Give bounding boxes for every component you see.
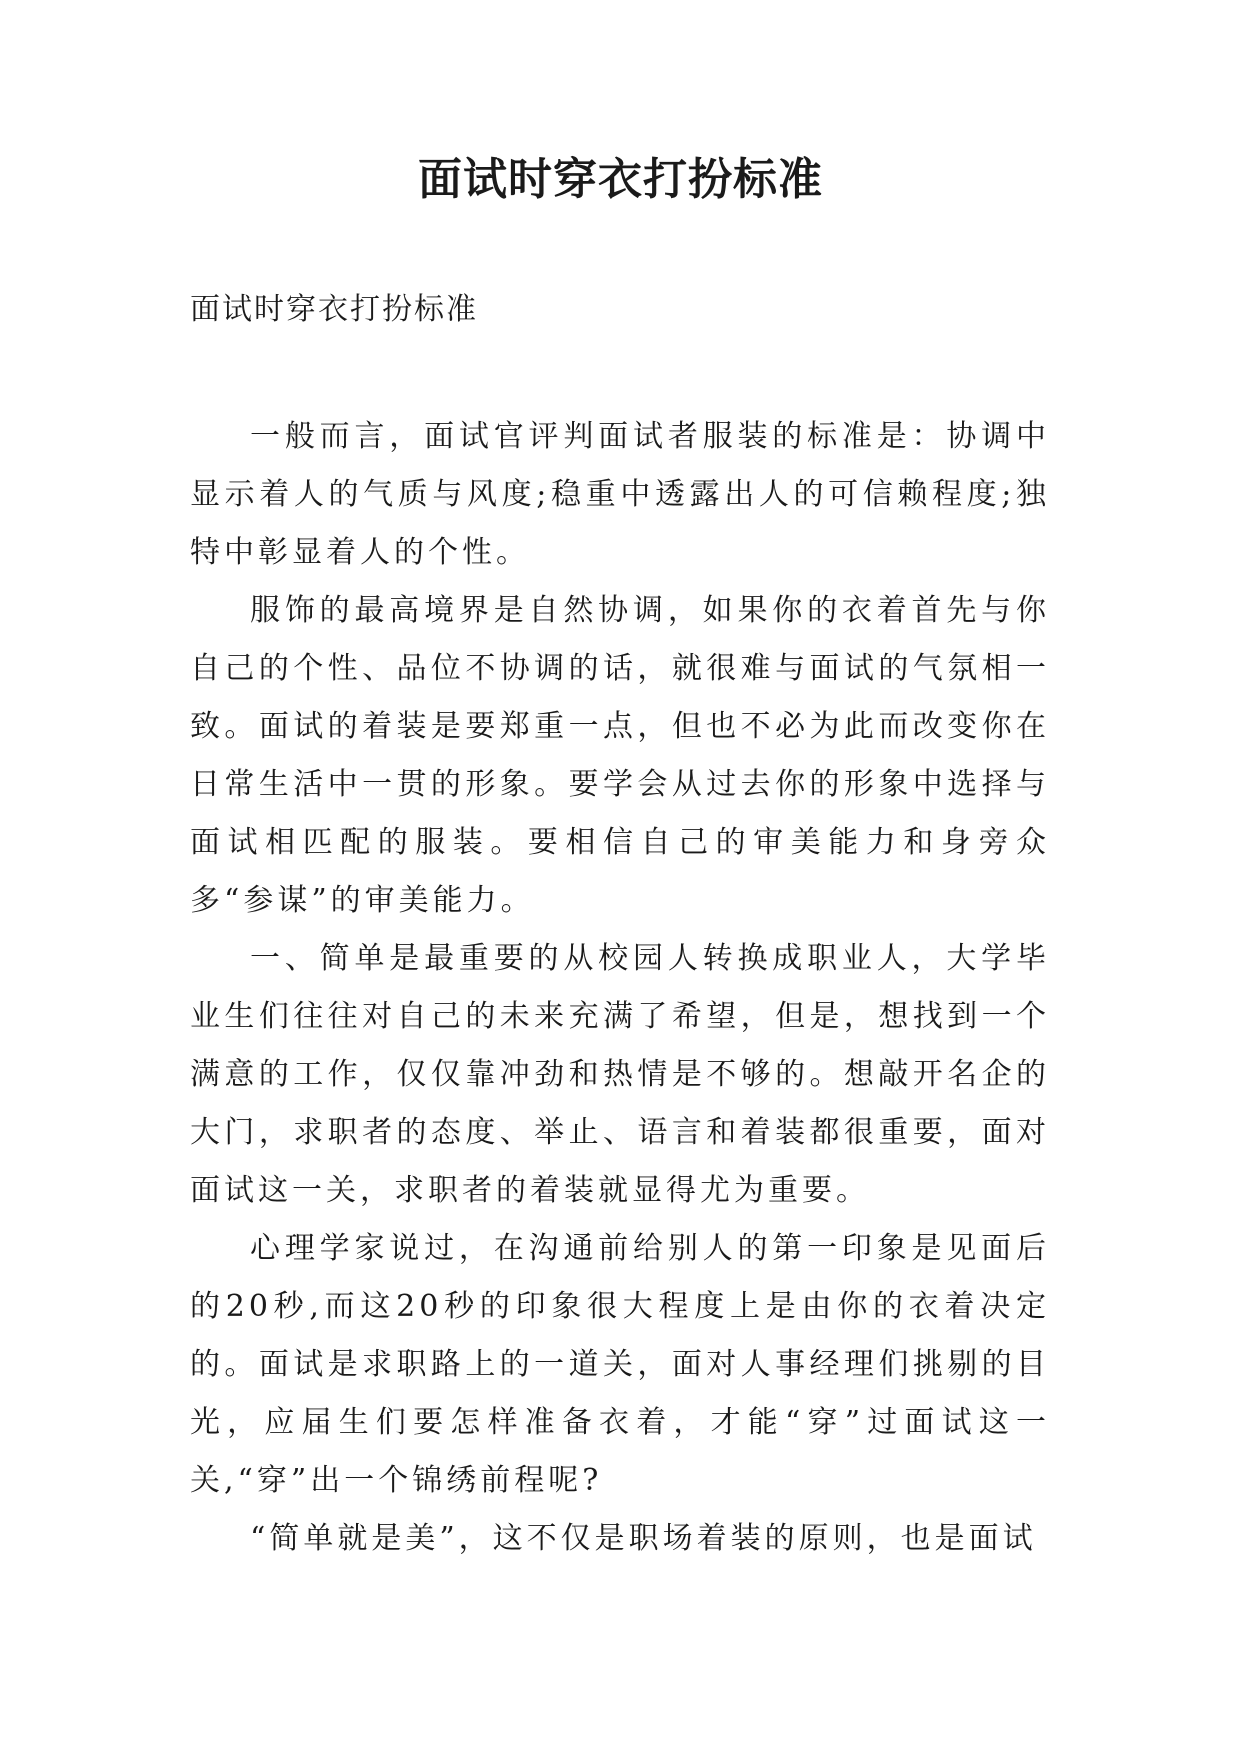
paragraph: “简单就是美”，这不仅是职场着装的原则，也是面试	[250, 1521, 1037, 1556]
paragraph: 一般而言，面试官评判面试者服装的标准是：协调中显示着人的气质与风度;稳重中透露出人的可信赖程度;独特中彰显着人的个性。	[190, 419, 1050, 570]
document-subtitle: 面试时穿衣打扮标准	[190, 292, 478, 327]
document-body	[190, 408, 1050, 1568]
document-title: 面试时穿衣打扮标准	[418, 154, 823, 205]
paragraph: 一、简单是最重要的从校园人转换成职业人，大学毕业生们往往对自己的未来充满了希望，但是，想找到一个满意的工作，仅仅靠冲劲和热情是不够的。想敲开名企的大门，求职者的态度、举止、语言和着装都很重要，面对面试这一关，求职者的着装就显得尤为重要。	[190, 941, 1050, 1208]
paragraph: 心理学家说过，在沟通前给别人的第一印象是见面后的20秒,而这20秒的印象很大程度上是由你的衣着决定的。面试是求职路上的一道关，面对人事经理们挑剔的目光，应届生们要怎样准备衣着，才能“穿”过面试这一关,“穿”出一个锦绣前程呢?	[190, 1231, 1050, 1498]
paragraph: 服饰的最高境界是自然协调，如果你的衣着首先与你自己的个性、品位不协调的话，就很难与面试的气氛相一致。面试的着装是要郑重一点，但也不必为此而改变你在日常生活中一贯的形象。要学会从过去你的形象中选择与面试相匹配的服装。要相信自己的审美能力和身旁众多“参谋”的审美能力。	[190, 593, 1050, 918]
